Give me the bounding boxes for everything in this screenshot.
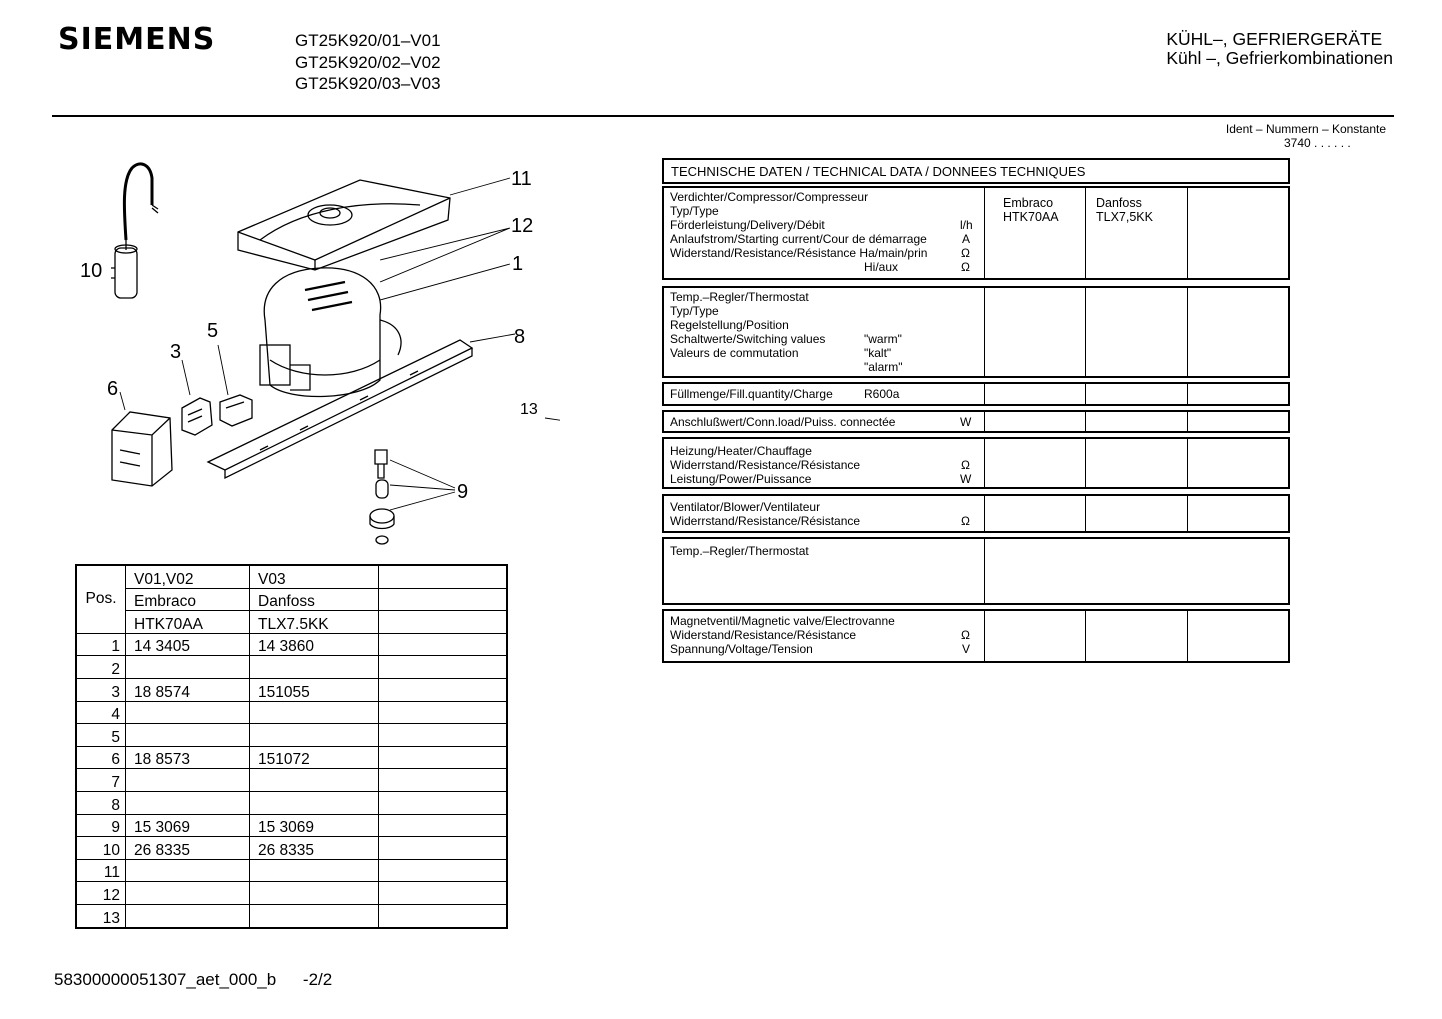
overload-part <box>220 395 252 426</box>
table-col <box>985 611 1086 661</box>
thermostat-box <box>662 286 1290 378</box>
label-line: Temp.–Regler/Thermostat <box>670 544 809 558</box>
table-cell <box>250 656 379 679</box>
table-cell <box>126 882 250 905</box>
pos-number: 1 <box>76 633 126 656</box>
table-cell: 14 3405 <box>126 633 250 656</box>
table-col <box>985 439 1086 487</box>
label-line: Widerrstand/Resistance/Résistance <box>670 458 861 472</box>
pos-number: 4 <box>76 701 126 724</box>
heater-box <box>662 437 1290 489</box>
table-cell <box>379 565 508 588</box>
label-line: Spannung/Voltage/Tension <box>670 642 813 656</box>
table-row <box>76 814 507 837</box>
table-row <box>76 746 507 769</box>
table-row <box>76 904 507 927</box>
drip-tray-part <box>238 180 450 270</box>
table-col <box>1086 611 1188 661</box>
table-cell: 18 8573 <box>126 746 250 769</box>
compressor-box <box>662 186 1290 280</box>
pos-number: 5 <box>76 724 126 747</box>
model-line: GT25K920/01–V01 <box>295 31 441 50</box>
parts-table <box>75 564 508 929</box>
table-row <box>76 791 507 814</box>
pos-number: 8 <box>76 791 126 814</box>
table-col <box>1188 288 1288 376</box>
table-cell <box>379 859 508 882</box>
label-line: Heizung/Heater/Chauffage <box>670 444 812 458</box>
tech-title: TECHNISCHE DATEN / TECHNICAL DATA / DONNEES TECHNIQUES <box>671 164 1086 179</box>
table-row <box>76 769 507 792</box>
table-col <box>1188 384 1288 404</box>
value: R600a <box>864 387 900 401</box>
compressor-col-3 <box>1188 188 1288 278</box>
table-col <box>1188 412 1288 431</box>
connection-box <box>662 410 1290 433</box>
pos-number: 11 <box>76 859 126 882</box>
table-cell <box>379 837 508 860</box>
table-row <box>76 656 507 679</box>
pos-number: 2 <box>76 656 126 679</box>
callout-1: 1 <box>512 253 524 275</box>
table-cell: 151072 <box>250 746 379 769</box>
table-cell <box>126 791 250 814</box>
page-number: -2/2 <box>302 970 333 989</box>
table-cell: 26 8335 <box>250 837 379 860</box>
compressor-part <box>260 268 401 397</box>
ident-label: Ident – Nummern – Konstante <box>1225 122 1386 136</box>
callout-5: 5 <box>207 320 219 342</box>
footer <box>54 970 332 990</box>
table-col <box>985 288 1086 376</box>
heater-labels <box>664 439 985 487</box>
table-row <box>76 882 507 905</box>
label-line: Typ/Type <box>670 304 719 318</box>
table-cell <box>379 724 508 747</box>
doc-id: 58300000051307_aet_000_b <box>54 970 277 989</box>
table-col <box>985 384 1086 404</box>
label-line: Füllmenge/Fill.quantity/Charge <box>670 387 833 401</box>
label-line: Schaltwerte/Switching values <box>670 332 826 346</box>
connection-labels <box>664 412 985 431</box>
table-cell: 15 3069 <box>250 814 379 837</box>
table-cell <box>250 882 379 905</box>
unit: W <box>960 472 972 486</box>
callout-12: 12 <box>511 215 534 237</box>
table-cell: TLX7.5KK <box>250 611 379 634</box>
table-cell <box>126 724 250 747</box>
table-cell: 26 8335 <box>126 837 250 860</box>
table-col <box>1086 412 1188 431</box>
compressor-labels <box>664 188 985 278</box>
label-line: Widerrstand/Resistance/Résistance <box>670 514 861 528</box>
table-col <box>985 412 1086 431</box>
unit: V <box>962 642 971 656</box>
table-cell <box>126 769 250 792</box>
unit: Ω <box>961 628 970 642</box>
label-line: Ventilator/Blower/Ventilateur <box>670 500 821 514</box>
label-line: Hi/aux <box>864 260 899 274</box>
table-cell: Embraco <box>126 588 250 611</box>
fill-box <box>662 382 1290 406</box>
table-cell <box>126 656 250 679</box>
unit: Ω <box>961 514 970 528</box>
unit: A <box>962 232 971 246</box>
value: "warm" <box>864 332 902 346</box>
pos-number: 3 <box>76 678 126 701</box>
callout-11: 11 <box>511 168 532 190</box>
valve-box <box>662 609 1290 663</box>
table-cell: Danfoss <box>250 588 379 611</box>
table-row <box>76 701 507 724</box>
relay-part <box>182 398 212 435</box>
label-line: Leistung/Power/Puissance <box>670 472 812 486</box>
capacitor-part <box>111 164 158 298</box>
pos-number: 12 <box>76 882 126 905</box>
table-cell <box>126 904 250 927</box>
table-cell <box>379 904 508 927</box>
table-col <box>985 496 1086 531</box>
label-line: Widerstand/Resistance/Résistance Ha/main/prin <box>670 246 928 260</box>
table-cell: 14 3860 <box>250 633 379 656</box>
table-cell <box>379 588 508 611</box>
table-cell: 15 3069 <box>126 814 250 837</box>
blower-box <box>662 494 1290 533</box>
table-cell <box>126 701 250 724</box>
label-line: Förderleistung/Delivery/Débit <box>670 218 825 232</box>
table-cell <box>250 701 379 724</box>
table-row <box>76 724 507 747</box>
table-cell <box>379 814 508 837</box>
table-col <box>1086 288 1188 376</box>
table-col <box>1086 496 1188 531</box>
pos-number: 9 <box>76 814 126 837</box>
value: Embraco <box>1003 196 1054 210</box>
table-cell <box>379 656 508 679</box>
category-line: KÜHL–, GEFRIERGERÄTE <box>1166 29 1383 49</box>
thermostat-labels <box>664 288 985 376</box>
blower-labels <box>664 496 985 531</box>
relay-cover-part <box>112 412 172 486</box>
value: Danfoss <box>1096 196 1142 210</box>
table-cell <box>379 611 508 634</box>
category-line: Kühl –, Gefrierkombinationen <box>1166 48 1393 68</box>
value: "kalt" <box>864 346 892 360</box>
callout-13: 13 <box>520 401 538 418</box>
table-cell: V03 <box>250 565 379 588</box>
pos-number: 7 <box>76 769 126 792</box>
table-row <box>76 859 507 882</box>
table-cell <box>126 859 250 882</box>
base-rail-part <box>208 340 472 478</box>
table-col <box>1086 439 1188 487</box>
table-cell <box>250 791 379 814</box>
callout-9: 9 <box>457 481 469 503</box>
table-col <box>1188 496 1288 531</box>
table-cell <box>250 724 379 747</box>
model-line: GT25K920/03–V03 <box>295 74 441 93</box>
pos-header: Pos. <box>76 565 126 633</box>
label-line: Valeurs de commutation <box>670 346 799 360</box>
pos-number: 6 <box>76 746 126 769</box>
label-line: Widerstand/Resistance/Résistance <box>670 628 857 642</box>
table-cell: HTK70AA <box>126 611 250 634</box>
value: TLX7,5KK <box>1096 210 1153 224</box>
ident-block <box>1226 122 1386 150</box>
category-title <box>1166 30 1393 68</box>
table-cell: V01,V02 <box>126 565 250 588</box>
table-row <box>76 678 507 701</box>
table-cell <box>250 859 379 882</box>
table-cell <box>379 791 508 814</box>
table-cell <box>379 701 508 724</box>
model-list <box>295 30 441 95</box>
callout-6: 6 <box>107 378 119 400</box>
thermostat2-labels <box>664 539 985 603</box>
unit: W <box>960 415 972 429</box>
exploded-diagram <box>60 150 560 555</box>
brand-logo: SIEMENS <box>58 22 216 57</box>
label-line: Anschlußwert/Conn.load/Puiss. connectée <box>670 415 896 429</box>
table-col <box>1188 611 1288 661</box>
thermostat2-box <box>662 537 1290 605</box>
table-cell <box>379 769 508 792</box>
tech-title-box <box>662 158 1290 184</box>
pos-number: 10 <box>76 837 126 860</box>
table-cell: 18 8574 <box>126 678 250 701</box>
table-row <box>76 633 507 656</box>
ident-value: 3740 . . . . . . <box>1284 136 1351 150</box>
fill-labels <box>664 384 985 404</box>
callout-10: 10 <box>80 260 103 282</box>
model-line: GT25K920/02–V02 <box>295 52 441 72</box>
table-cell <box>379 882 508 905</box>
value: "alarm" <box>864 360 903 374</box>
callout-3: 3 <box>170 341 182 363</box>
table-cell <box>379 678 508 701</box>
table-col <box>1188 439 1288 487</box>
table-row <box>76 837 507 860</box>
pos-number: 13 <box>76 904 126 927</box>
valve-labels <box>664 611 985 661</box>
label-line: Verdichter/Compressor/Compresseur <box>670 190 869 204</box>
label-line: Anlaufstrom/Starting current/Cour de démarrage <box>670 232 927 246</box>
table-col <box>1086 384 1188 404</box>
label-line: Typ/Type <box>670 204 719 218</box>
table-cell <box>379 746 508 769</box>
mounting-parts <box>370 450 394 544</box>
unit: Ω <box>961 260 970 274</box>
unit: l/h <box>960 218 973 232</box>
callout-8: 8 <box>514 326 526 348</box>
label-line: Temp.–Regler/Thermostat <box>670 290 809 304</box>
table-cell <box>379 633 508 656</box>
unit: Ω <box>961 458 970 472</box>
unit: Ω <box>961 246 970 260</box>
value: HTK70AA <box>1003 210 1059 224</box>
table-cell <box>250 769 379 792</box>
label-line: Regelstellung/Position <box>670 318 789 332</box>
header-divider <box>52 115 1394 117</box>
compressor-col-1 <box>985 188 1086 278</box>
table-cell <box>250 904 379 927</box>
table-cell: 151055 <box>250 678 379 701</box>
label-line: Magnetventil/Magnetic valve/Electrovanne <box>670 614 895 628</box>
compressor-col-2 <box>1086 188 1188 278</box>
